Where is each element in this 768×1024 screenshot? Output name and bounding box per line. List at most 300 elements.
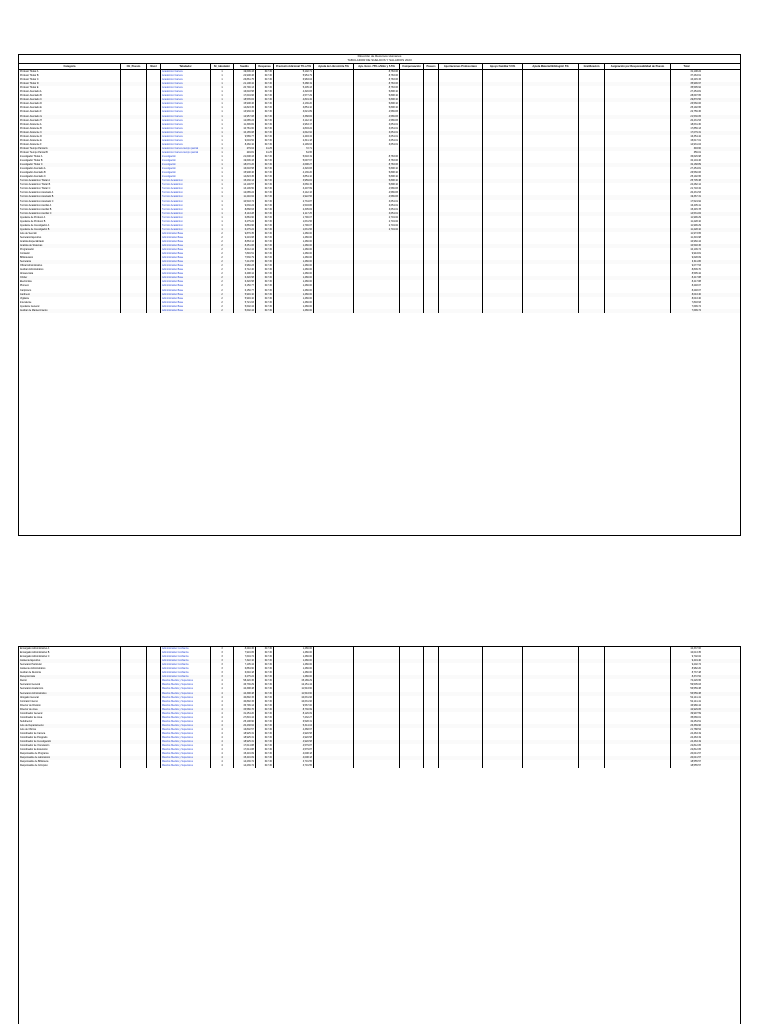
table-cell: 7,916.05 bbox=[234, 651, 256, 655]
table-cell: 1 bbox=[211, 131, 234, 135]
table-cell: 617.30 bbox=[256, 200, 274, 204]
table-cell: 2 bbox=[211, 260, 234, 264]
table-cell: 2,503.86 bbox=[274, 204, 314, 208]
table-cell: 14,823.45 bbox=[234, 175, 256, 179]
table-cell: 8,982.20 bbox=[691, 667, 701, 671]
table-cell: 36,626.98 bbox=[690, 154, 701, 158]
table-cell: 2 bbox=[211, 232, 234, 236]
table-cell: 1,480.00 bbox=[274, 252, 314, 256]
table-cell: 1,480.00 bbox=[274, 260, 314, 264]
table-cell: Administrativo Base bbox=[161, 232, 211, 236]
table-cell: 617.30 bbox=[256, 659, 274, 663]
table-cell: 2 bbox=[211, 244, 234, 248]
table-cell: 617.30 bbox=[256, 675, 274, 679]
table-cell: 7,699.74 bbox=[691, 304, 701, 308]
table-cell: Académico Carrera bbox=[161, 135, 211, 139]
table-cell: Administrativo Base bbox=[161, 240, 211, 244]
table-cell: Coordinador General bbox=[19, 712, 121, 716]
table-cell: 4 bbox=[211, 687, 234, 691]
table-cell: 4,586.83 bbox=[354, 119, 400, 123]
table-cell: 5,898.10 bbox=[354, 183, 400, 187]
table-cell bbox=[314, 764, 354, 768]
table-cell: Administrativo Base bbox=[161, 309, 211, 313]
table-cell bbox=[424, 764, 439, 768]
table-cell: Recepcionista bbox=[19, 675, 121, 679]
table-cell: Técnico Académico Asociado A bbox=[19, 191, 121, 195]
table-cell: Investigación bbox=[161, 171, 211, 175]
table-cell: Profesor Titular C bbox=[19, 78, 121, 82]
table-cell: 5,097.67 bbox=[274, 159, 314, 163]
table-cell: Plomero bbox=[19, 284, 121, 288]
table-cell: 6,320.58 bbox=[234, 280, 256, 284]
table-cell: 1,480.00 bbox=[274, 309, 314, 313]
table-cell: 24,282.12 bbox=[690, 183, 701, 187]
table-cell bbox=[605, 309, 671, 313]
table-cell: 17,856.13 bbox=[690, 126, 701, 130]
table-cell: Técnico Académico bbox=[161, 187, 211, 191]
table-cell: Administrativo Base bbox=[161, 297, 211, 301]
table-cell: 3,666.15 bbox=[274, 183, 314, 187]
table-cell: 617.30 bbox=[256, 74, 274, 78]
table-cell: 3,654.01 bbox=[354, 204, 400, 208]
table-cell: 9,876.35 bbox=[234, 232, 256, 236]
table-cell: 617.30 bbox=[256, 700, 274, 704]
table-cell: 44,398.48 bbox=[234, 692, 256, 696]
table-cell: 6,275.22 bbox=[234, 675, 256, 679]
table-cell: 617.30 bbox=[256, 187, 274, 191]
table-cell: 9,419.40 bbox=[691, 659, 701, 663]
table-cell: 8,783.06 bbox=[354, 159, 400, 163]
table-cell: 617.30 bbox=[256, 716, 274, 720]
table-cell: 22,812.05 bbox=[690, 744, 701, 748]
table-cell: Profesor Asociado D bbox=[19, 102, 121, 106]
table-cell: 1,480.00 bbox=[274, 244, 314, 248]
table-cell: 2 bbox=[211, 284, 234, 288]
table-cell: Técnico Académico bbox=[161, 228, 211, 232]
document-title: Dirección de Recursos Humanos bbox=[357, 55, 402, 58]
table-cell: 32,168.89 bbox=[690, 163, 701, 167]
table-cell: 4,586.83 bbox=[354, 115, 400, 119]
table-cell: 1 bbox=[211, 78, 234, 82]
table-cell: 4 bbox=[211, 704, 234, 708]
table-cell: Mandos Medios y Superiores bbox=[161, 732, 211, 736]
table-cell bbox=[314, 309, 354, 313]
table-cell: 14,236.72 bbox=[234, 760, 256, 764]
table-cell: Director de Área bbox=[19, 708, 121, 712]
table-cell: Jefe de Departamento bbox=[19, 724, 121, 728]
table-cell: 2,704.02 bbox=[354, 216, 400, 220]
table-cell: Encargado Administrativo B bbox=[19, 651, 121, 655]
table-cell: 617.30 bbox=[256, 687, 274, 691]
table-cell: 1 bbox=[211, 86, 234, 90]
table-cell: 24,463.19 bbox=[690, 731, 701, 735]
table-cell: 8,737.48 bbox=[691, 671, 701, 675]
table-cell bbox=[579, 764, 605, 768]
table-cell: 14,100.57 bbox=[234, 183, 256, 187]
table-cell: 25,192.95 bbox=[690, 175, 701, 179]
table-cell: 3,654.01 bbox=[354, 208, 400, 212]
table-cell: Coordinador de Extensión bbox=[19, 748, 121, 752]
table-cell: 35,595.92 bbox=[690, 86, 701, 90]
table-cell: Encargado Administrativo A bbox=[19, 647, 121, 651]
table-cell: 2,704.02 bbox=[354, 220, 400, 224]
table-cell: 15,416.09 bbox=[234, 756, 256, 760]
table-cell: 4,320.83 bbox=[274, 167, 314, 171]
table-cell: Rector bbox=[19, 679, 121, 683]
table-cell: 617.30 bbox=[256, 123, 274, 127]
table-cell: Investigación bbox=[161, 175, 211, 179]
table-cell: 4 bbox=[211, 724, 234, 728]
table-cell: 15,416.09 bbox=[234, 752, 256, 756]
table-cell: 8,783.06 bbox=[354, 70, 400, 74]
table-cell: Administrativo Base bbox=[161, 272, 211, 276]
table-cell: 3,854.10 bbox=[274, 175, 314, 179]
table-cell: 2,704.02 bbox=[354, 228, 400, 232]
table-cell: 29,870.56 bbox=[690, 98, 701, 102]
table-cell: Mandos Medios y Superiores bbox=[161, 720, 211, 724]
table-cell: Mandos Medios y Superiores bbox=[161, 708, 211, 712]
table-cell: Académico Carrera bbox=[161, 143, 211, 147]
table-cell: 1,631.56 bbox=[274, 228, 314, 232]
table-cell: 16,618.58 bbox=[234, 167, 256, 171]
table-cell: 3 bbox=[211, 667, 234, 671]
table-cell: Mandos Medios y Superiores bbox=[161, 704, 211, 708]
table-cell: Académico Carrera bbox=[161, 102, 211, 106]
table-cell: 17,614.88 bbox=[234, 744, 256, 748]
table-cell: 1 bbox=[211, 98, 234, 102]
table-cell: 4 bbox=[211, 744, 234, 748]
table-cell: 16,802.57 bbox=[234, 728, 256, 732]
table-cell: 617.30 bbox=[256, 135, 274, 139]
table-cell: 8,783.06 bbox=[354, 86, 400, 90]
table-cell: 1,480.00 bbox=[274, 276, 314, 280]
table-cell: 2 bbox=[211, 264, 234, 268]
table-body bbox=[19, 70, 740, 313]
table-cell: 1 bbox=[211, 175, 234, 179]
table-cell: 2,199.63 bbox=[274, 143, 314, 147]
table-cell: Mandos Medios y Superiores bbox=[161, 756, 211, 760]
table-cell: Académico Carrera bbox=[161, 139, 211, 143]
table-cell: Profesor Asociado A bbox=[19, 90, 121, 94]
table-cell: 6,528.31 bbox=[274, 720, 314, 724]
table-cell: Profesor Asistente E bbox=[19, 139, 121, 143]
table-cell: Intendente bbox=[19, 301, 121, 305]
table-cell: 1 bbox=[211, 224, 234, 228]
table-cell: 4,368.67 bbox=[274, 728, 314, 732]
table-cell: Académico Carrera bbox=[161, 123, 211, 127]
table-cell: 27,454.81 bbox=[690, 90, 701, 94]
table-cell: 11,543.60 bbox=[274, 687, 314, 691]
table-cell: 14,236.72 bbox=[234, 764, 256, 768]
table-cell: 7,604.72 bbox=[234, 655, 256, 659]
table-cell: 617.30 bbox=[256, 663, 274, 667]
table-cell: Académico Carrera tiempo parcial bbox=[161, 151, 211, 155]
table-cell: 9,630.24 bbox=[234, 204, 256, 208]
table-cell: Académico Carrera bbox=[161, 74, 211, 78]
table-cell: Ayudante de Profesor A bbox=[19, 216, 121, 220]
table-cell: 2 bbox=[211, 268, 234, 272]
table-cell: Académico Carrera bbox=[161, 94, 211, 98]
table-cell: 617.30 bbox=[256, 276, 274, 280]
table-cell: 15,908.46 bbox=[234, 171, 256, 175]
table-cell: 56,559.38 bbox=[690, 687, 701, 691]
table-cell: Auxiliar de Rectoría bbox=[19, 671, 121, 675]
table-cell: 10,013.35 bbox=[690, 651, 701, 655]
table-cell: 1,480.00 bbox=[274, 272, 314, 276]
table-cell: 4,008.18 bbox=[274, 752, 314, 756]
table-cell: Técnico Académico Auxiliar C bbox=[19, 212, 121, 216]
table-cell: 2 bbox=[211, 309, 234, 313]
table-cell: 617.30 bbox=[256, 212, 274, 216]
table-cell: 18,631.30 bbox=[690, 122, 701, 126]
table-cell: Auxiliar Administrativo bbox=[19, 268, 121, 272]
table-cell: Mandos Medios y Superiores bbox=[161, 744, 211, 748]
table-cell bbox=[579, 309, 605, 313]
table-cell: 617.30 bbox=[256, 671, 274, 675]
table-cell: 617.30 bbox=[256, 70, 274, 74]
table-cell: Administrativo Base bbox=[161, 289, 211, 293]
table-cell: 617.30 bbox=[256, 240, 274, 244]
table-cell: 1 bbox=[211, 159, 234, 163]
table-cell: Programador bbox=[19, 248, 121, 252]
table-cell: 1,790.07 bbox=[274, 224, 314, 228]
table-cell: 1,480.00 bbox=[274, 305, 314, 309]
table-cell: Mandos Medios y Superiores bbox=[161, 728, 211, 732]
table-cell: Ayudante de Profesor B bbox=[19, 220, 121, 224]
table-cell: 1,480.00 bbox=[274, 671, 314, 675]
table-cell: 617.30 bbox=[256, 712, 274, 716]
table-cell: 52,141.41 bbox=[690, 699, 701, 703]
table-cell: Profesor Asociado E bbox=[19, 106, 121, 110]
column-header: Ayu. Econ. 75% s/Sldo y 5.5% bbox=[354, 64, 400, 69]
table-cell: 8,460.10 bbox=[234, 143, 256, 147]
table-cell: 1 bbox=[211, 102, 234, 106]
table-cell: Contador bbox=[19, 252, 121, 256]
table-cell: Mandos Medios y Superiores bbox=[161, 683, 211, 687]
table-cell: 617.30 bbox=[256, 110, 274, 114]
table-cell: 4 bbox=[211, 708, 234, 712]
table-cell: 1,480.00 bbox=[274, 248, 314, 252]
table-cell: 617.30 bbox=[256, 98, 274, 102]
column-header: Apoyo Familiar 5.5% bbox=[483, 64, 523, 69]
table-cell: 11,316.98 bbox=[690, 235, 701, 239]
table-cell: Analista de Sistemas bbox=[19, 244, 121, 248]
table-cell: 9,219.68 bbox=[234, 236, 256, 240]
table-cell: Investigación bbox=[161, 167, 211, 171]
table-cell: 36,796.14 bbox=[234, 704, 256, 708]
table-cell: 617.30 bbox=[256, 78, 274, 82]
table-cell: 4 bbox=[211, 679, 234, 683]
table-cell: 617.30 bbox=[256, 301, 274, 305]
table-cell: 1,480.00 bbox=[274, 663, 314, 667]
table-cell: 11,543.60 bbox=[274, 692, 314, 696]
table-cell: 12,085.24 bbox=[234, 119, 256, 123]
table-cell: 2,704.02 bbox=[354, 224, 400, 228]
table-cell: 13,106.50 bbox=[234, 187, 256, 191]
table-cell: Profesor Titular B bbox=[19, 74, 121, 78]
table-cell: 4 bbox=[211, 700, 234, 704]
table-cell: 34,104.46 bbox=[690, 159, 701, 163]
table-cell: Académico Carrera tiempo parcial bbox=[161, 147, 211, 151]
table-cell: 5,946.10 bbox=[234, 297, 256, 301]
table-cell: 617.30 bbox=[256, 268, 274, 272]
table-cell: 1 bbox=[211, 147, 234, 151]
table-cell: 617.30 bbox=[256, 309, 274, 313]
table-cell: 26,861.75 bbox=[234, 78, 256, 82]
table-cell: Técnico Académico bbox=[161, 183, 211, 187]
table-cell: 8,240.36 bbox=[234, 647, 256, 651]
table-cell: 1,480.00 bbox=[274, 280, 314, 284]
table-cell: 617.30 bbox=[256, 708, 274, 712]
table-cell: Profesor Asociado C bbox=[19, 98, 121, 102]
table-cell: 9,628.09 bbox=[691, 256, 701, 260]
table-cell: 6,498.12 bbox=[234, 272, 256, 276]
table-cell: 44,398.48 bbox=[234, 687, 256, 691]
table-cell: Académico Carrera bbox=[161, 90, 211, 94]
table-cell: Administrativo Confianza bbox=[161, 647, 211, 651]
table-cell: 1 bbox=[211, 74, 234, 78]
table-cell: 617.30 bbox=[256, 760, 274, 764]
document-header bbox=[19, 55, 740, 64]
table-cell: 617.30 bbox=[256, 183, 274, 187]
table-cell: Técnico Académico bbox=[161, 191, 211, 195]
table-cell: Oficial Administrativo bbox=[19, 264, 121, 268]
table-cell: Mandos Medios y Superiores bbox=[161, 679, 211, 683]
table-cell: Coordinador de Carrera bbox=[19, 732, 121, 736]
table-cell: Académico Carrera bbox=[161, 70, 211, 74]
table-cell: Profesor Tiempo Parcial A bbox=[19, 147, 121, 151]
table-cell bbox=[605, 764, 671, 768]
table-cell: Administrativo Base bbox=[161, 248, 211, 252]
table-cell: Bibliotecario bbox=[19, 256, 121, 260]
table-cell: 9,311.86 bbox=[691, 260, 701, 264]
table-cell: 4 bbox=[211, 732, 234, 736]
table-cell: 7,699.74 bbox=[691, 308, 701, 312]
table-cell: Administrativo Confianza bbox=[161, 671, 211, 675]
table-cell: Secretario Particular bbox=[19, 663, 121, 667]
table-cell: 4,586.83 bbox=[354, 191, 400, 195]
table-cell: 1 bbox=[211, 119, 234, 123]
table-cell bbox=[354, 764, 400, 768]
table-cell: 8,372.52 bbox=[691, 675, 701, 679]
document-subtitle: TABULADOR DE SUELDOS Y SALARIOS 2023 bbox=[347, 58, 412, 62]
table-cell: 6,320.58 bbox=[234, 276, 256, 280]
table-cell: 617.30 bbox=[256, 679, 274, 683]
table-cell: 18,555.57 bbox=[690, 760, 701, 764]
table-cell bbox=[121, 309, 147, 313]
table-cell: 25,705.38 bbox=[690, 179, 701, 183]
table-cell: 18,535.84 bbox=[234, 98, 256, 102]
table-cell: 617.30 bbox=[256, 696, 274, 700]
table-cell: Administrativo Base bbox=[161, 305, 211, 309]
table-cell bbox=[400, 309, 424, 313]
table-cell: 3,654.01 bbox=[354, 139, 400, 143]
table-cell: 6,983.04 bbox=[274, 78, 314, 82]
table-cell: 6,884.90 bbox=[234, 667, 256, 671]
table-cell: 4,920.58 bbox=[274, 732, 314, 736]
table-cell: 617.30 bbox=[256, 216, 274, 220]
table-cell: 9,589.77 bbox=[234, 135, 256, 139]
table-cell bbox=[424, 309, 439, 313]
table-cell: 5,898.10 bbox=[354, 179, 400, 183]
table-cell: 1,790.07 bbox=[274, 216, 314, 220]
table-cell: Técnico Académico Asociado C bbox=[19, 200, 121, 204]
table-cell: 617.30 bbox=[256, 86, 274, 90]
table-cell: 21,788.54 bbox=[690, 727, 701, 731]
table-cell: Técnico Académico bbox=[161, 216, 211, 220]
table-cell: 1,480.00 bbox=[274, 293, 314, 297]
table-cell: 3,854.10 bbox=[274, 106, 314, 110]
table-cell: Mandos Medios y Superiores bbox=[161, 736, 211, 740]
table-cell bbox=[439, 764, 483, 768]
table-cell: 617.30 bbox=[256, 651, 274, 655]
table-cell: 5,898.10 bbox=[354, 175, 400, 179]
table-cell: 617.30 bbox=[256, 204, 274, 208]
table-cell: Técnico Académico Auxiliar A bbox=[19, 204, 121, 208]
table-cell: 35,996.97 bbox=[690, 82, 701, 86]
table-cell: 6,712.40 bbox=[234, 268, 256, 272]
table-cell: 8,730.99 bbox=[274, 708, 314, 712]
table-cell: 33,580.76 bbox=[234, 708, 256, 712]
table-cell: Profesor Asistente F bbox=[19, 143, 121, 147]
table-cell: 14,531.84 bbox=[690, 211, 701, 215]
table-cell: 617.30 bbox=[256, 248, 274, 252]
table-cell: 1 bbox=[211, 187, 234, 191]
table-cell: 7,105.44 bbox=[234, 663, 256, 667]
table-cell: 12,085.24 bbox=[234, 191, 256, 195]
table-cell: 3,654.01 bbox=[354, 127, 400, 131]
table-cell: 3 bbox=[211, 647, 234, 651]
table-cell: Secretario Administrativo bbox=[19, 692, 121, 696]
table-cell: 617.30 bbox=[256, 228, 274, 232]
table-cell: 1,480.00 bbox=[274, 289, 314, 293]
column-header: Despensa bbox=[256, 64, 274, 69]
table-cell: 4 bbox=[211, 752, 234, 756]
table-cell: 1,480.00 bbox=[274, 675, 314, 679]
table-cell: Académico Carrera bbox=[161, 78, 211, 82]
table-cell: 58,420.36 bbox=[234, 679, 256, 683]
table-cell: 617.30 bbox=[256, 127, 274, 131]
table-cell: 617.30 bbox=[256, 191, 274, 195]
table-cell: Mandos Medios y Superiores bbox=[161, 700, 211, 704]
table-cell: 1 bbox=[211, 143, 234, 147]
table-cell: 5,898.10 bbox=[354, 106, 400, 110]
table-cell: Profesor Asistente D bbox=[19, 135, 121, 139]
table-cell: 1,480.00 bbox=[274, 268, 314, 272]
table-cell: 4,698.27 bbox=[274, 163, 314, 167]
table-cell: Investigador Asociado B bbox=[19, 171, 121, 175]
table-cell: 1 bbox=[211, 82, 234, 86]
table-cell: Asistente Administrativo bbox=[19, 667, 121, 671]
column-header: Nr_tabulador bbox=[211, 64, 234, 69]
table-cell: Técnico Académico Asociado B bbox=[19, 195, 121, 199]
table-cell: 8,043.40 bbox=[691, 296, 701, 300]
table-cell: 46,736.29 bbox=[234, 683, 256, 687]
table-cell: 24,463.19 bbox=[690, 736, 701, 740]
table-cell: Almacenista bbox=[19, 272, 121, 276]
table-cell: 617.30 bbox=[256, 115, 274, 119]
table-cell: 4,320.83 bbox=[274, 90, 314, 94]
table-cell: 10,109.74 bbox=[690, 248, 701, 252]
table-cell: 20,431.53 bbox=[690, 191, 701, 195]
table-cell: Investigador Asociado C bbox=[19, 175, 121, 179]
table-cell: Profesor Titular D bbox=[19, 82, 121, 86]
table-cell: 617.30 bbox=[256, 159, 274, 163]
table-cell: 5,488.19 bbox=[274, 82, 314, 86]
table-cell: Mandos Medios y Superiores bbox=[161, 748, 211, 752]
table-cell: 617.30 bbox=[256, 748, 274, 752]
table-cell: 42,929.05 bbox=[690, 707, 701, 711]
